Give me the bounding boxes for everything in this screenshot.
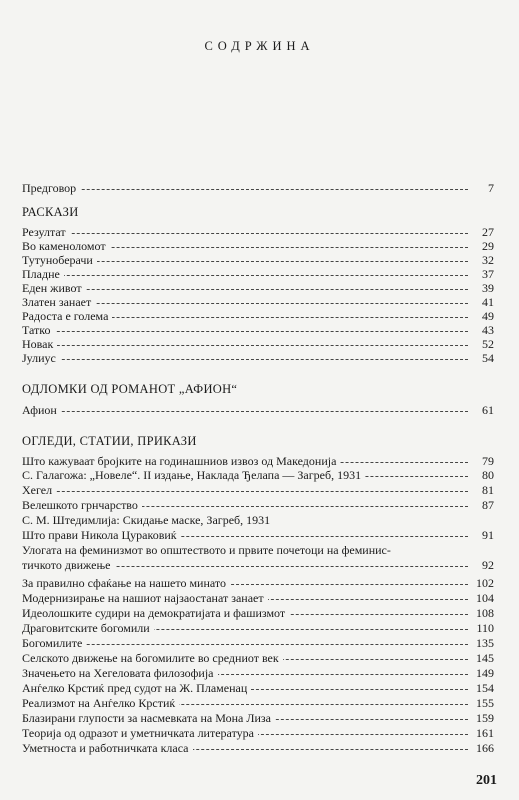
- toc-entry: [22, 636, 494, 651]
- entry-label: Модернизирање на нашиот најзаостанат занает: [22, 591, 268, 606]
- entry-label: Татко: [22, 323, 55, 338]
- leader-dots: [22, 233, 468, 234]
- entry-label: Предговор: [22, 181, 80, 196]
- toc-entry: [22, 726, 494, 741]
- toc-entry: [22, 323, 494, 338]
- entry-page: 80: [482, 468, 494, 482]
- entry-page: 161: [476, 726, 494, 740]
- entry-page: 166: [476, 741, 494, 755]
- entry-label: Радоста е голема: [22, 309, 112, 324]
- entry-label: Резултат: [22, 225, 70, 240]
- entry-label: Анѓелко Крстиќ пред судот на Ж. Пламенац: [22, 681, 251, 696]
- entry-label: Што кажуваат бројките на годинашниов извоз од Македонија: [22, 454, 340, 469]
- toc-entry: [22, 468, 494, 483]
- entry-label: Пладне: [22, 267, 64, 282]
- toc-entry: [22, 267, 494, 282]
- entry-page: 102: [476, 576, 494, 590]
- leader-dots: [22, 359, 468, 360]
- entry-page: 49: [482, 309, 494, 323]
- entry-page: 154: [476, 681, 494, 695]
- toc-entry: [22, 239, 494, 254]
- toc-entry: [22, 621, 494, 636]
- entry-label: Тутуноберачи: [22, 253, 97, 268]
- entry-label: Идеолошките судири на демократијата и фашизмот: [22, 606, 289, 621]
- page-title: СОДРЖИНА: [204, 39, 315, 53]
- toc-entry: [22, 651, 494, 666]
- toc-entry: [22, 253, 494, 268]
- entry-label: За правилно сфаќање на нашето минато: [22, 576, 230, 591]
- entry-label: тичкото движење: [22, 558, 115, 573]
- leader-dots: [22, 411, 468, 412]
- toc-entry: [22, 337, 494, 352]
- section-title-essays: ОГЛЕДИ, СТАТИИ, ПРИКАЗИ: [22, 434, 197, 448]
- entry-label: Јулиус: [22, 351, 60, 366]
- entry-page: 27: [482, 225, 494, 239]
- entry-label: Реализмот на Анѓелко Крстиќ: [22, 696, 179, 711]
- toc-entry: [22, 498, 494, 513]
- entry-label-line2-row: [22, 558, 494, 573]
- section-title-novel: ОДЛОМКИ ОД РОМАНОТ „АФИОН“: [22, 382, 238, 396]
- entry-label-line1: Улогата на феминизмот во општеството и првите почетоци на феминис-: [22, 543, 391, 557]
- entry-page: 32: [482, 253, 494, 267]
- entry-page: 61: [482, 403, 494, 417]
- entry-label: Блазирани глупости за насмевката на Мона Лиза: [22, 711, 275, 726]
- toc-entry: [22, 681, 494, 696]
- entry-label: Афион: [22, 403, 61, 418]
- toc-entry: [22, 528, 494, 543]
- toc-entry: [22, 741, 494, 756]
- toc-entry: [22, 483, 494, 498]
- toc-entry: [22, 351, 494, 366]
- toc-entry: [22, 281, 494, 296]
- entry-label: Богомилите: [22, 636, 86, 651]
- toc-entry: [22, 225, 494, 240]
- entry-page: 110: [476, 621, 494, 635]
- entry-page: 149: [476, 666, 494, 680]
- leader-dots: [22, 189, 468, 190]
- entry-label: Хегел: [22, 483, 56, 498]
- toc-entry: [22, 666, 494, 681]
- toc-entry: [22, 513, 494, 528]
- toc-entry: [22, 606, 494, 621]
- entry-label: Значењето на Хегеловата филозофија: [22, 666, 218, 681]
- entry-label: Селското движење на богомилите во средниот век: [22, 651, 283, 666]
- page-number: 201: [476, 773, 497, 788]
- entry-page: 91: [482, 528, 494, 542]
- entry-page: 39: [482, 281, 494, 295]
- entry-label: С. М. Штедимлија: Скидање маске, Загреб, 1931: [22, 513, 274, 528]
- entry-page: 159: [476, 711, 494, 725]
- entry-label: Во каменоломот: [22, 239, 110, 254]
- toc-entry: [22, 295, 494, 310]
- entry-page: 145: [476, 651, 494, 665]
- entry-label: Уметноста и работничката класа: [22, 741, 193, 756]
- entry-page: 41: [482, 295, 494, 309]
- entry-label: Новак: [22, 337, 57, 352]
- entry-page: 135: [476, 636, 494, 650]
- section-title-stories: РАСКАЗИ: [22, 205, 79, 219]
- leader-dots: [22, 644, 468, 645]
- toc-entry: [22, 711, 494, 726]
- toc-entry: [22, 591, 494, 606]
- toc-entry-preface: [22, 181, 494, 196]
- toc-entry: [22, 696, 494, 711]
- entry-label: Драговитските богомили: [22, 621, 154, 636]
- entry-label: Теорија од одразот и уметничката литература: [22, 726, 258, 741]
- entry-page: 52: [482, 337, 494, 351]
- entry-label: Еден живот: [22, 281, 86, 296]
- entry-label: Велешкото грнчарство: [22, 498, 142, 513]
- entry-label: С. Галагожа: „Новеле“. II издање, Наклада Ђелапа — Загреб, 1931: [22, 468, 365, 483]
- entry-page: 54: [482, 351, 494, 365]
- entry-label: Златен занает: [22, 295, 95, 310]
- entry-label: Што прави Никола Цураковиќ: [22, 528, 181, 543]
- leader-dots: [22, 331, 468, 332]
- entry-page: 155: [476, 696, 494, 710]
- entry-page: 81: [482, 483, 494, 497]
- entry-page: 104: [476, 591, 494, 605]
- toc-entry: [22, 576, 494, 591]
- toc-entry: [22, 454, 494, 469]
- entry-page: 7: [488, 181, 494, 195]
- entry-page: 37: [482, 267, 494, 281]
- toc-entry: [22, 309, 494, 324]
- entry-page: 43: [482, 323, 494, 337]
- entry-page: 87: [482, 498, 494, 512]
- leader-dots: [22, 275, 468, 276]
- entry-page: 108: [476, 606, 494, 620]
- leader-dots: [22, 289, 468, 290]
- entry-page: 92: [482, 558, 494, 572]
- leader-dots: [22, 345, 468, 346]
- leader-dots: [22, 491, 468, 492]
- entry-page: 29: [482, 239, 494, 253]
- toc-entry: [22, 403, 494, 418]
- toc-entry-multiline: [22, 543, 494, 573]
- entry-page: 79: [482, 454, 494, 468]
